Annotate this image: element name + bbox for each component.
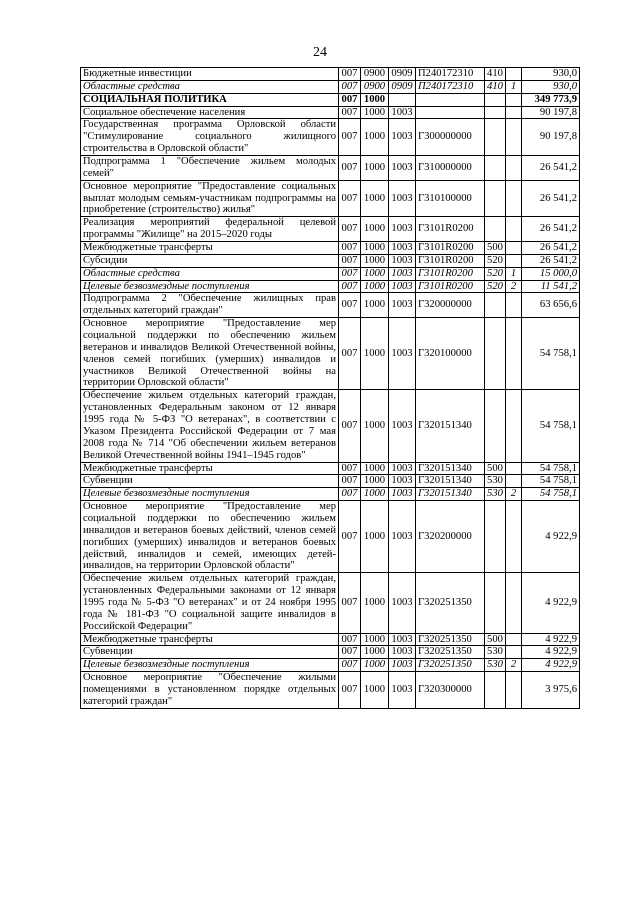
row-section-code: 1000 (361, 217, 389, 242)
row-section-code: 1000 (361, 646, 389, 659)
row-amount: 54 758,1 (522, 488, 580, 501)
row-name: Межбюджетные трансферты (81, 462, 339, 475)
row-ved-code: 007 (339, 93, 361, 106)
row-funding-source (506, 462, 522, 475)
row-target-article: Г320200000 (416, 501, 485, 573)
row-expense-type: 530 (485, 475, 506, 488)
row-amount: 4 922,9 (522, 659, 580, 672)
table-row (81, 68, 580, 81)
row-name: Основное мероприятие "Предоставление мер социальной поддержки по обеспечению жильем ветеранов и инвалидов Великой Отечественной войны, членов семей погибших (умерших) инвалидов и участников Великой Отечественной войны на территории Орловской области" (81, 318, 339, 390)
row-section-code: 0900 (361, 80, 389, 93)
row-name: Бюджетные инвестиции (81, 68, 339, 81)
row-section-code: 1000 (361, 462, 389, 475)
row-name: Социальное обеспечение населения (81, 106, 339, 119)
row-name: Межбюджетные трансферты (81, 242, 339, 255)
row-name: Основное мероприятие "Обеспечение жилыми помещениями в установленном порядке отдельных категорий граждан" (81, 672, 339, 709)
row-name: Подпрограмма 1 "Обеспечение жильем молодых семей" (81, 156, 339, 181)
row-subsection-code: 1003 (389, 501, 416, 573)
row-target-article: Г3101R0200 (416, 242, 485, 255)
row-amount: 26 541,2 (522, 217, 580, 242)
row-expense-type: 410 (485, 80, 506, 93)
row-amount: 11 541,2 (522, 280, 580, 293)
row-target-article: Г320151340 (416, 390, 485, 462)
row-subsection-code: 1003 (389, 254, 416, 267)
row-expense-type: 520 (485, 267, 506, 280)
row-funding-source (506, 573, 522, 633)
row-subsection-code: 1003 (389, 672, 416, 709)
row-name: Целевые безвозмездные поступления (81, 488, 339, 501)
table-row (81, 488, 580, 501)
row-expense-type: 520 (485, 254, 506, 267)
row-subsection-code: 1003 (389, 242, 416, 255)
row-amount: 54 758,1 (522, 475, 580, 488)
row-amount: 349 773,9 (522, 93, 580, 106)
row-funding-source (506, 293, 522, 318)
row-ved-code: 007 (339, 462, 361, 475)
row-expense-type (485, 180, 506, 217)
row-amount: 4 922,9 (522, 646, 580, 659)
row-funding-source (506, 180, 522, 217)
row-amount: 4 922,9 (522, 573, 580, 633)
row-funding-source (506, 68, 522, 81)
row-section-code: 1000 (361, 501, 389, 573)
row-ved-code: 007 (339, 293, 361, 318)
row-expense-type: 520 (485, 280, 506, 293)
row-amount: 4 922,9 (522, 501, 580, 573)
table-row (81, 217, 580, 242)
row-amount: 4 922,9 (522, 633, 580, 646)
row-amount: 26 541,2 (522, 254, 580, 267)
row-funding-source (506, 633, 522, 646)
table-row (81, 93, 580, 106)
row-subsection-code: 1003 (389, 267, 416, 280)
row-name: Обеспечение жильем отдельных категорий граждан, установленных Федеральным законом от 12 января 1995 года № 5-ФЗ "О ветеранах", в соответствии с Указом Президента Российской Федерации от 7 мая 2008 года № 714 "Об обеспечении жильем ветеранов Великой Отечественной войны 1941–1945 годов" (81, 390, 339, 462)
row-ved-code: 007 (339, 106, 361, 119)
row-target-article: Г320300000 (416, 672, 485, 709)
row-funding-source: 2 (506, 488, 522, 501)
row-expense-type (485, 293, 506, 318)
row-expense-type (485, 156, 506, 181)
row-target-article: П240172310 (416, 68, 485, 81)
row-section-code: 1000 (361, 293, 389, 318)
row-expense-type: 500 (485, 633, 506, 646)
row-section-code: 1000 (361, 672, 389, 709)
row-ved-code: 007 (339, 633, 361, 646)
row-funding-source (506, 672, 522, 709)
row-ved-code: 007 (339, 180, 361, 217)
row-subsection-code: 0909 (389, 80, 416, 93)
table-row (81, 462, 580, 475)
row-expense-type: 410 (485, 68, 506, 81)
row-name: СОЦИАЛЬНАЯ ПОЛИТИКА (81, 93, 339, 106)
row-funding-source: 1 (506, 267, 522, 280)
row-subsection-code (389, 93, 416, 106)
row-section-code: 1000 (361, 267, 389, 280)
row-amount: 63 656,6 (522, 293, 580, 318)
row-section-code: 1000 (361, 659, 389, 672)
row-target-article (416, 106, 485, 119)
row-funding-source (506, 156, 522, 181)
row-target-article (416, 93, 485, 106)
row-ved-code: 007 (339, 68, 361, 81)
row-subsection-code: 1003 (389, 156, 416, 181)
row-section-code: 1000 (361, 156, 389, 181)
row-ved-code: 007 (339, 390, 361, 462)
row-expense-type: 530 (485, 646, 506, 659)
row-subsection-code: 1003 (389, 390, 416, 462)
row-subsection-code: 1003 (389, 659, 416, 672)
row-expense-type (485, 501, 506, 573)
row-subsection-code: 1003 (389, 573, 416, 633)
row-funding-source (506, 106, 522, 119)
table-row (81, 390, 580, 462)
row-ved-code: 007 (339, 573, 361, 633)
row-section-code: 1000 (361, 106, 389, 119)
row-subsection-code: 1003 (389, 633, 416, 646)
row-name: Субвенции (81, 646, 339, 659)
row-section-code: 0900 (361, 68, 389, 81)
row-section-code: 1000 (361, 119, 389, 156)
row-section-code: 1000 (361, 180, 389, 217)
row-amount: 54 758,1 (522, 390, 580, 462)
row-subsection-code: 1003 (389, 475, 416, 488)
row-subsection-code: 1003 (389, 293, 416, 318)
row-name: Субвенции (81, 475, 339, 488)
row-target-article: Г300000000 (416, 119, 485, 156)
row-expense-type (485, 217, 506, 242)
table-row (81, 501, 580, 573)
row-expense-type (485, 119, 506, 156)
row-name: Основное мероприятие "Предоставление мер социальной поддержки по обеспечению жильем инвалидов и ветеранов боевых действий, членов семей погибших (умерших) инвалидов и ветеранов боевых действий, инвалидов и семей, имеющих детей-инвалидов, на территории Орловской области" (81, 501, 339, 573)
row-name: Областные средства (81, 80, 339, 93)
row-target-article: Г320151340 (416, 475, 485, 488)
row-funding-source (506, 119, 522, 156)
row-funding-source (506, 93, 522, 106)
row-expense-type (485, 106, 506, 119)
row-amount: 930,0 (522, 80, 580, 93)
row-section-code: 1000 (361, 633, 389, 646)
table-row (81, 156, 580, 181)
row-section-code: 1000 (361, 254, 389, 267)
row-subsection-code: 1003 (389, 217, 416, 242)
table-row (81, 119, 580, 156)
row-ved-code: 007 (339, 646, 361, 659)
row-ved-code: 007 (339, 156, 361, 181)
row-subsection-code: 1003 (389, 462, 416, 475)
row-expense-type: 500 (485, 242, 506, 255)
row-section-code: 1000 (361, 318, 389, 390)
row-funding-source: 1 (506, 80, 522, 93)
row-expense-type (485, 318, 506, 390)
row-ved-code: 007 (339, 475, 361, 488)
row-subsection-code: 1003 (389, 119, 416, 156)
row-funding-source (506, 475, 522, 488)
row-amount: 26 541,2 (522, 156, 580, 181)
row-funding-source (506, 501, 522, 573)
row-name: Целевые безвозмездные поступления (81, 659, 339, 672)
row-funding-source: 2 (506, 280, 522, 293)
row-funding-source (506, 390, 522, 462)
table-row (81, 633, 580, 646)
table-row (81, 672, 580, 709)
row-name: Реализация мероприятий федеральной целевой программы "Жилище" на 2015–2020 годы (81, 217, 339, 242)
row-name: Обеспечение жильем отдельных категорий граждан, установленных Федеральными законами от 12 января 1995 года № 5-ФЗ "О ветеранах" и от 24 ноября 1995 года № 181-ФЗ "О социальной защите инвалидов в Российской Федерации" (81, 573, 339, 633)
table-row (81, 475, 580, 488)
page-number: 24 (313, 45, 327, 60)
row-subsection-code: 1003 (389, 106, 416, 119)
table-row (81, 280, 580, 293)
row-funding-source (506, 242, 522, 255)
row-funding-source (506, 318, 522, 390)
row-section-code: 1000 (361, 475, 389, 488)
row-target-article: Г3101R0200 (416, 267, 485, 280)
row-target-article: Г310000000 (416, 156, 485, 181)
row-ved-code: 007 (339, 488, 361, 501)
table-row (81, 318, 580, 390)
row-name: Субсидии (81, 254, 339, 267)
row-expense-type (485, 93, 506, 106)
row-target-article: Г320000000 (416, 293, 485, 318)
row-amount: 54 758,1 (522, 462, 580, 475)
row-name: Государственная программа Орловской области "Стимулирование социального жилищного строительства в Орловской области" (81, 119, 339, 156)
budget-table (80, 67, 580, 709)
row-section-code: 1000 (361, 242, 389, 255)
row-subsection-code: 1003 (389, 180, 416, 217)
row-name: Подпрограмма 2 "Обеспечение жилищных прав отдельных категорий граждан" (81, 293, 339, 318)
row-target-article: Г310100000 (416, 180, 485, 217)
row-amount: 930,0 (522, 68, 580, 81)
row-name: Целевые безвозмездные поступления (81, 280, 339, 293)
table-row (81, 573, 580, 633)
row-target-article: Г320100000 (416, 318, 485, 390)
row-amount: 54 758,1 (522, 318, 580, 390)
row-target-article: Г320251350 (416, 646, 485, 659)
row-target-article: П240172310 (416, 80, 485, 93)
row-subsection-code: 1003 (389, 646, 416, 659)
row-ved-code: 007 (339, 217, 361, 242)
row-expense-type: 530 (485, 488, 506, 501)
row-funding-source: 2 (506, 659, 522, 672)
row-expense-type (485, 672, 506, 709)
row-ved-code: 007 (339, 672, 361, 709)
row-target-article: Г320251350 (416, 659, 485, 672)
row-target-article: Г3101R0200 (416, 217, 485, 242)
row-ved-code: 007 (339, 242, 361, 255)
row-subsection-code: 1003 (389, 488, 416, 501)
row-section-code: 1000 (361, 93, 389, 106)
row-section-code: 1000 (361, 573, 389, 633)
row-expense-type: 530 (485, 659, 506, 672)
row-name: Областные средства (81, 267, 339, 280)
row-amount: 26 541,2 (522, 242, 580, 255)
row-amount: 26 541,2 (522, 180, 580, 217)
table-row (81, 659, 580, 672)
table-row (81, 180, 580, 217)
row-funding-source (506, 254, 522, 267)
row-expense-type (485, 390, 506, 462)
table-row (81, 80, 580, 93)
row-expense-type (485, 573, 506, 633)
row-name: Основное мероприятие "Предоставление социальных выплат молодым семьям-участникам подпрограммы на приобретение (строительство) жилья" (81, 180, 339, 217)
table-row (81, 106, 580, 119)
row-ved-code: 007 (339, 254, 361, 267)
row-ved-code: 007 (339, 318, 361, 390)
row-section-code: 1000 (361, 390, 389, 462)
row-ved-code: 007 (339, 119, 361, 156)
table-row (81, 293, 580, 318)
row-ved-code: 007 (339, 80, 361, 93)
row-amount: 90 197,8 (522, 119, 580, 156)
row-target-article: Г320151340 (416, 462, 485, 475)
row-ved-code: 007 (339, 501, 361, 573)
row-subsection-code: 1003 (389, 280, 416, 293)
table-row (81, 242, 580, 255)
table-row (81, 646, 580, 659)
row-ved-code: 007 (339, 280, 361, 293)
row-ved-code: 007 (339, 267, 361, 280)
row-subsection-code: 1003 (389, 318, 416, 390)
row-name: Межбюджетные трансферты (81, 633, 339, 646)
row-funding-source (506, 217, 522, 242)
row-ved-code: 007 (339, 659, 361, 672)
row-section-code: 1000 (361, 488, 389, 501)
row-funding-source (506, 646, 522, 659)
row-expense-type: 500 (485, 462, 506, 475)
row-section-code: 1000 (361, 280, 389, 293)
table-row (81, 267, 580, 280)
row-amount: 90 197,8 (522, 106, 580, 119)
row-amount: 15 000,0 (522, 267, 580, 280)
row-amount: 3 975,6 (522, 672, 580, 709)
row-target-article: Г3101R0200 (416, 254, 485, 267)
row-target-article: Г320251350 (416, 633, 485, 646)
row-target-article: Г3101R0200 (416, 280, 485, 293)
row-target-article: Г320251350 (416, 573, 485, 633)
row-subsection-code: 0909 (389, 68, 416, 81)
row-target-article: Г320151340 (416, 488, 485, 501)
table-row (81, 254, 580, 267)
